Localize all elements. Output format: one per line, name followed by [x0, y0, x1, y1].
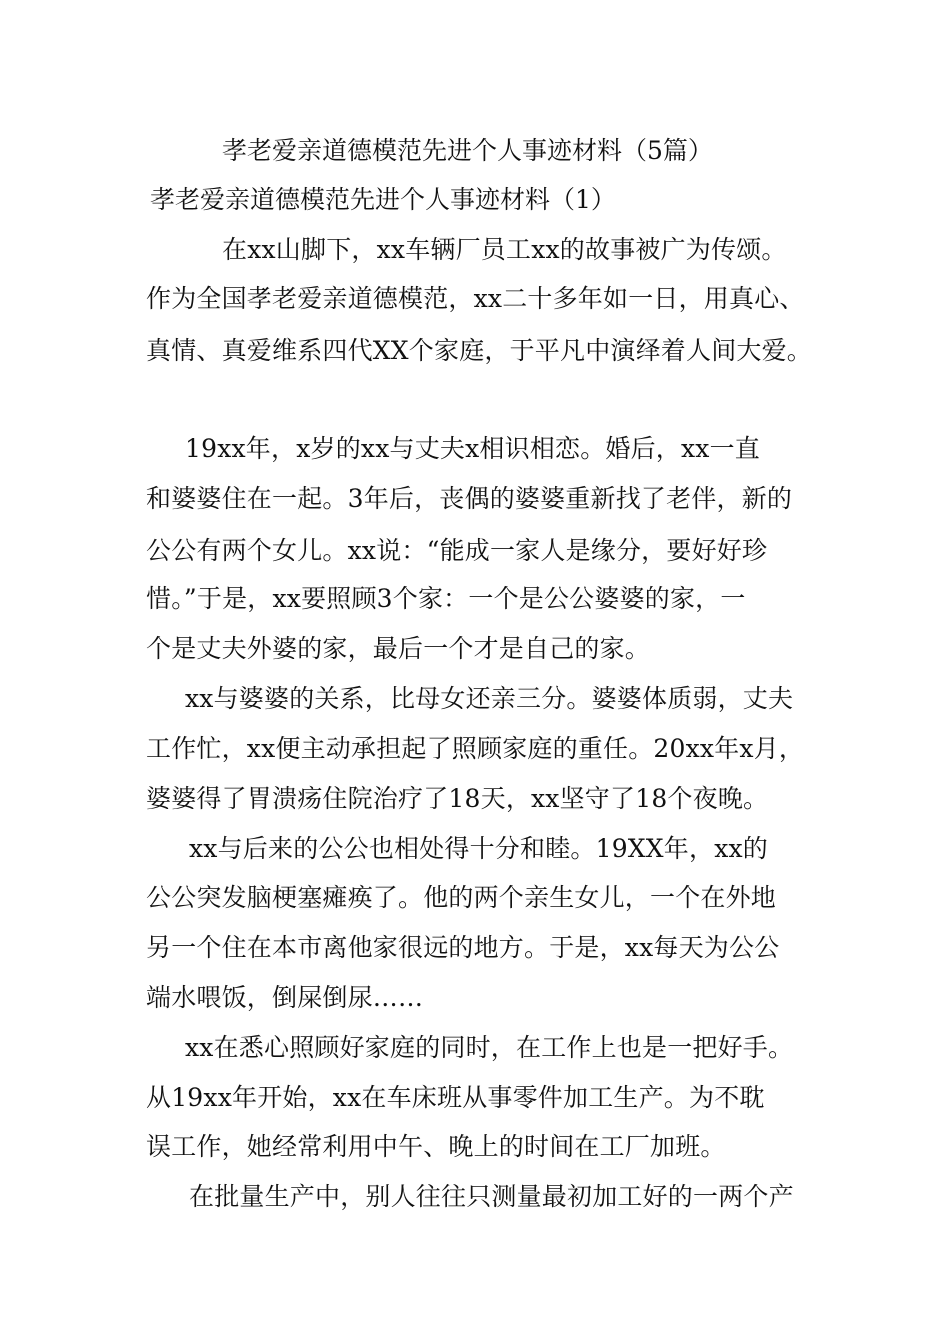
paragraph-line: 真情、真爱维系四代XX个家庭，于平凡中演绎着人间大爱。 [146, 336, 812, 365]
paragraph-line: 公公突发脑梗塞瘫痪了。他的两个亲生女儿，一个在外地 [146, 883, 777, 912]
paragraph-line: 端水喂饭，倒屎倒尿…… [146, 983, 424, 1012]
paragraph-line: 在xx山脚下，xx车辆厂员工xx的故事被广为传颂。 [222, 235, 787, 264]
paragraph-line: xx与后来的公公也相处得十分和睦。19XX年，xx的 [189, 834, 769, 863]
document-subtitle: 孝老爱亲道德模范先进个人事迹材料（1） [150, 185, 616, 214]
paragraph-line: xx与婆婆的关系，比母女还亲三分。婆婆体质弱，丈夫 [185, 684, 794, 713]
paragraph-line: 从19xx年开始，xx在车床班从事零件加工生产。为不耽 [146, 1083, 765, 1112]
paragraph-line: 婆婆得了胃溃疡住院治疗了18天，xx坚守了18个夜晚。 [146, 784, 769, 813]
paragraph-line: 工作忙，xx便主动承担起了照顾家庭的重任。20xx年x月， [146, 734, 805, 763]
paragraph-line: 另一个住在本市离他家很远的地方。于是，xx每天为公公 [146, 933, 780, 962]
paragraph-line: 公公有两个女儿。xx说：“能成一家人是缘分，要好好珍 [146, 536, 768, 565]
paragraph-line: 作为全国孝老爱亲道德模范，xx二十多年如一日，用真心、 [146, 284, 805, 313]
paragraph-line: 个是丈夫外婆的家，最后一个才是自己的家。 [146, 634, 651, 663]
paragraph-line: 19xx年，x岁的xx与丈夫x相识相恋。婚后，xx一直 [185, 434, 761, 463]
document-title: 孝老爱亲道德模范先进个人事迹材料（5篇） [222, 136, 713, 165]
paragraph-line: 误工作，她经常利用中午、晚上的时间在工厂加班。 [146, 1132, 726, 1161]
paragraph-line: 在批量生产中，别人往往只测量最初加工好的一两个产 [189, 1182, 794, 1211]
paragraph-line: 和婆婆住在一起。3年后，丧偶的婆婆重新找了老伴，新的 [146, 484, 793, 513]
paragraph-line: xx在悉心照顾好家庭的同时，在工作上也是一把好手。 [185, 1033, 794, 1062]
paragraph-line: 惜。”于是，xx要照顾3个家：一个是公公婆婆的家，一 [146, 584, 746, 613]
